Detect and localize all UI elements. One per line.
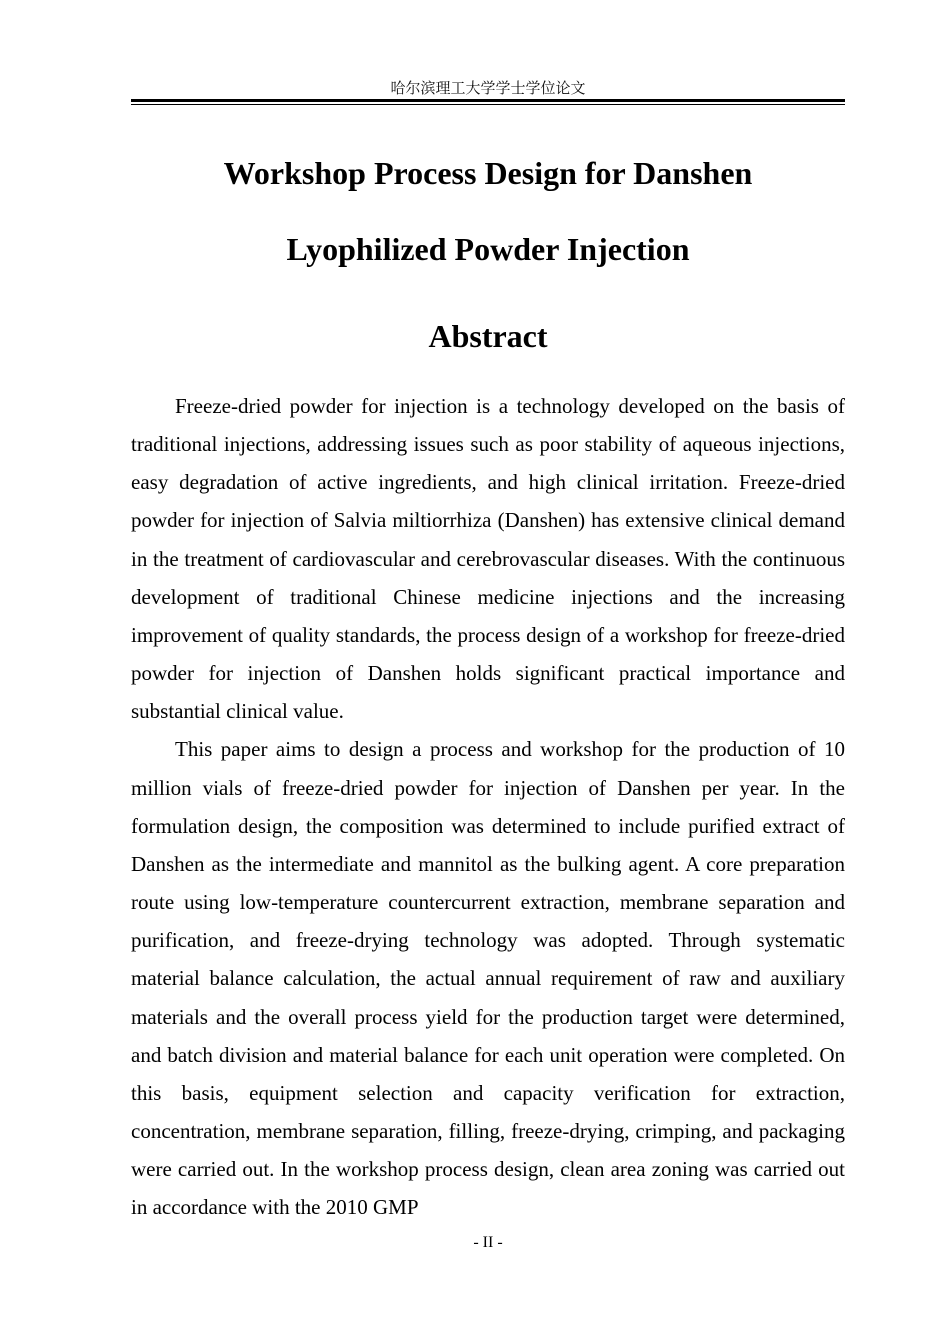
abstract-paragraph-2: This paper aims to design a process and workshop for the production of 10 million vials of freeze-dried powder for injection of Danshen per year. In the formulation design, the composition was determined to include purified extract of Danshen as the intermediate and mannitol as the bulking agent. A core preparation route using low-temperature countercurrent extraction, membrane separation and purification, and freeze-drying technology was adopted. Through systematic material balance calculation, the actual annual requirement of raw and auxiliary materials and the overall process yield for the production target were determined, and batch division and material balance for each unit operation were completed. On this basis, equipment selection and capacity verification for extraction, concentration, membrane separation, filling, freeze-drying, crimping, and packaging were carried out. In the workshop process design, clean area zoning was carried out in accordance with the 2010 GMP	[131, 737, 845, 1220]
title-line-1: Workshop Process Design for Danshen	[223, 155, 753, 191]
header-rule-thick	[131, 99, 845, 102]
abstract-paragraph-1: Freeze-dried powder for injection is a technology developed on the basis of traditional injections, addressing issues such as poor stability of aqueous injections, easy degradation of active ingredients, and high clinical irritation. Freeze-dried powder for injection of Salvia miltiorrhiza (Danshen) has extensive clinical demand in the treatment of cardiovascular and cerebrovascular diseases. With the continuous development of traditional Chinese medicine injections and the increasing improvement of quality standards, the process design of a workshop for freeze-dried powder for injection of Danshen holds significant practical importance and substantial clinical value.	[131, 394, 845, 724]
page-number: - II -	[473, 1234, 503, 1251]
header-rule-thin	[131, 104, 845, 105]
title-line-2: Lyophilized Powder Injection	[286, 231, 690, 267]
abstract-heading: Abstract	[428, 318, 548, 354]
abstract-body	[131, 387, 845, 1226]
running-header: 哈尔滨理工大学学士学位论文	[390, 79, 586, 97]
